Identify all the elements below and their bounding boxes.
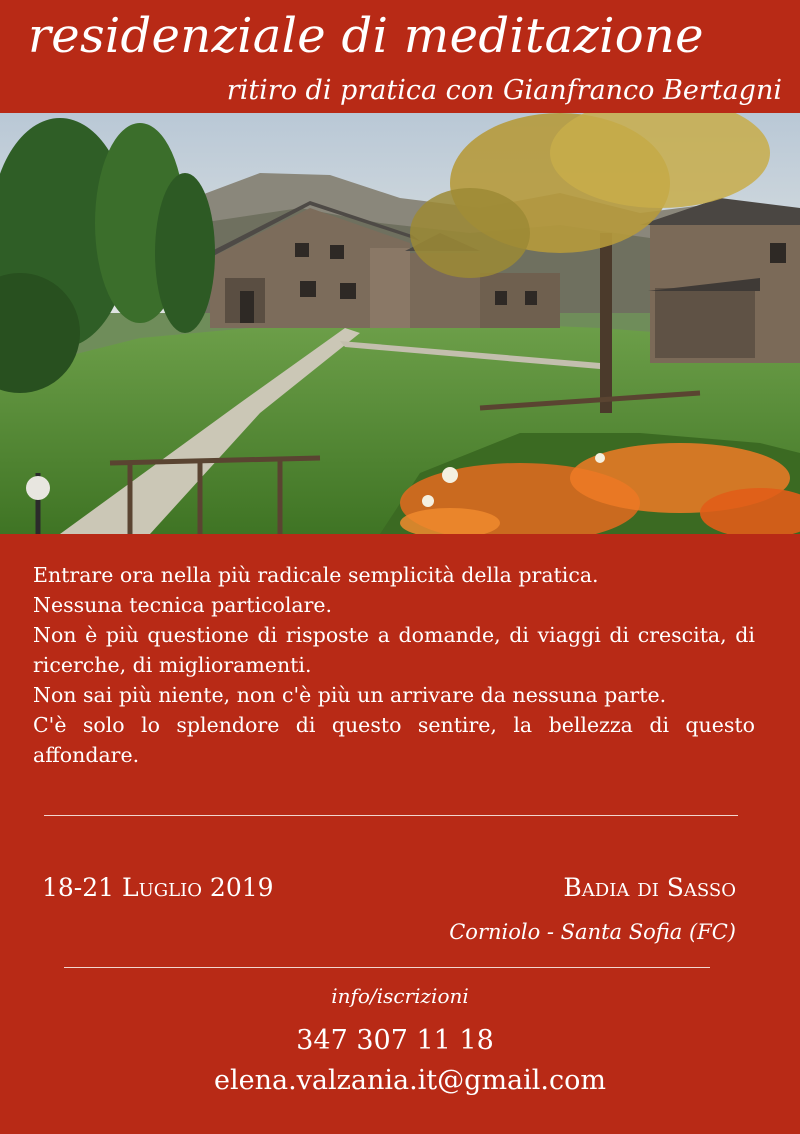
landscape-illustration — [0, 113, 800, 534]
body-paragraph: Nessuna tecnica particolare. — [33, 593, 333, 617]
landscape-photo — [0, 113, 800, 534]
page-title: residenziale di meditazione — [28, 8, 704, 64]
stone-house-right — [640, 198, 800, 363]
info-label: info/iscrizioni — [331, 984, 469, 1008]
body-paragraph: Non sai più niente, non c'è più un arrivare da nessuna parte. — [33, 683, 667, 707]
body-paragraph: Non è più questione di risposte a domande, di viaggi di crescita, di ricerche, di miglioramenti. — [33, 623, 755, 677]
body-text — [33, 560, 755, 770]
event-location: Corniolo - Santa Sofia (FC) — [449, 920, 736, 944]
phone-number[interactable]: 347 307 11 18 — [296, 1025, 494, 1056]
divider — [64, 967, 710, 968]
page-subtitle: ritiro di pratica con Gianfranco Bertagni — [226, 75, 782, 106]
email-address[interactable]: elena.valzania.it@gmail.com — [214, 1065, 606, 1096]
body-paragraph: Entrare ora nella più radicale semplicità della pratica. — [33, 563, 599, 587]
event-venue: Badia di Sasso — [563, 873, 736, 902]
event-date: 18-21 Luglio 2019 — [42, 873, 274, 902]
body-paragraph: C'è solo lo splendore di questo sentire, la bellezza di questo affondare. — [33, 713, 755, 767]
divider — [44, 815, 738, 816]
